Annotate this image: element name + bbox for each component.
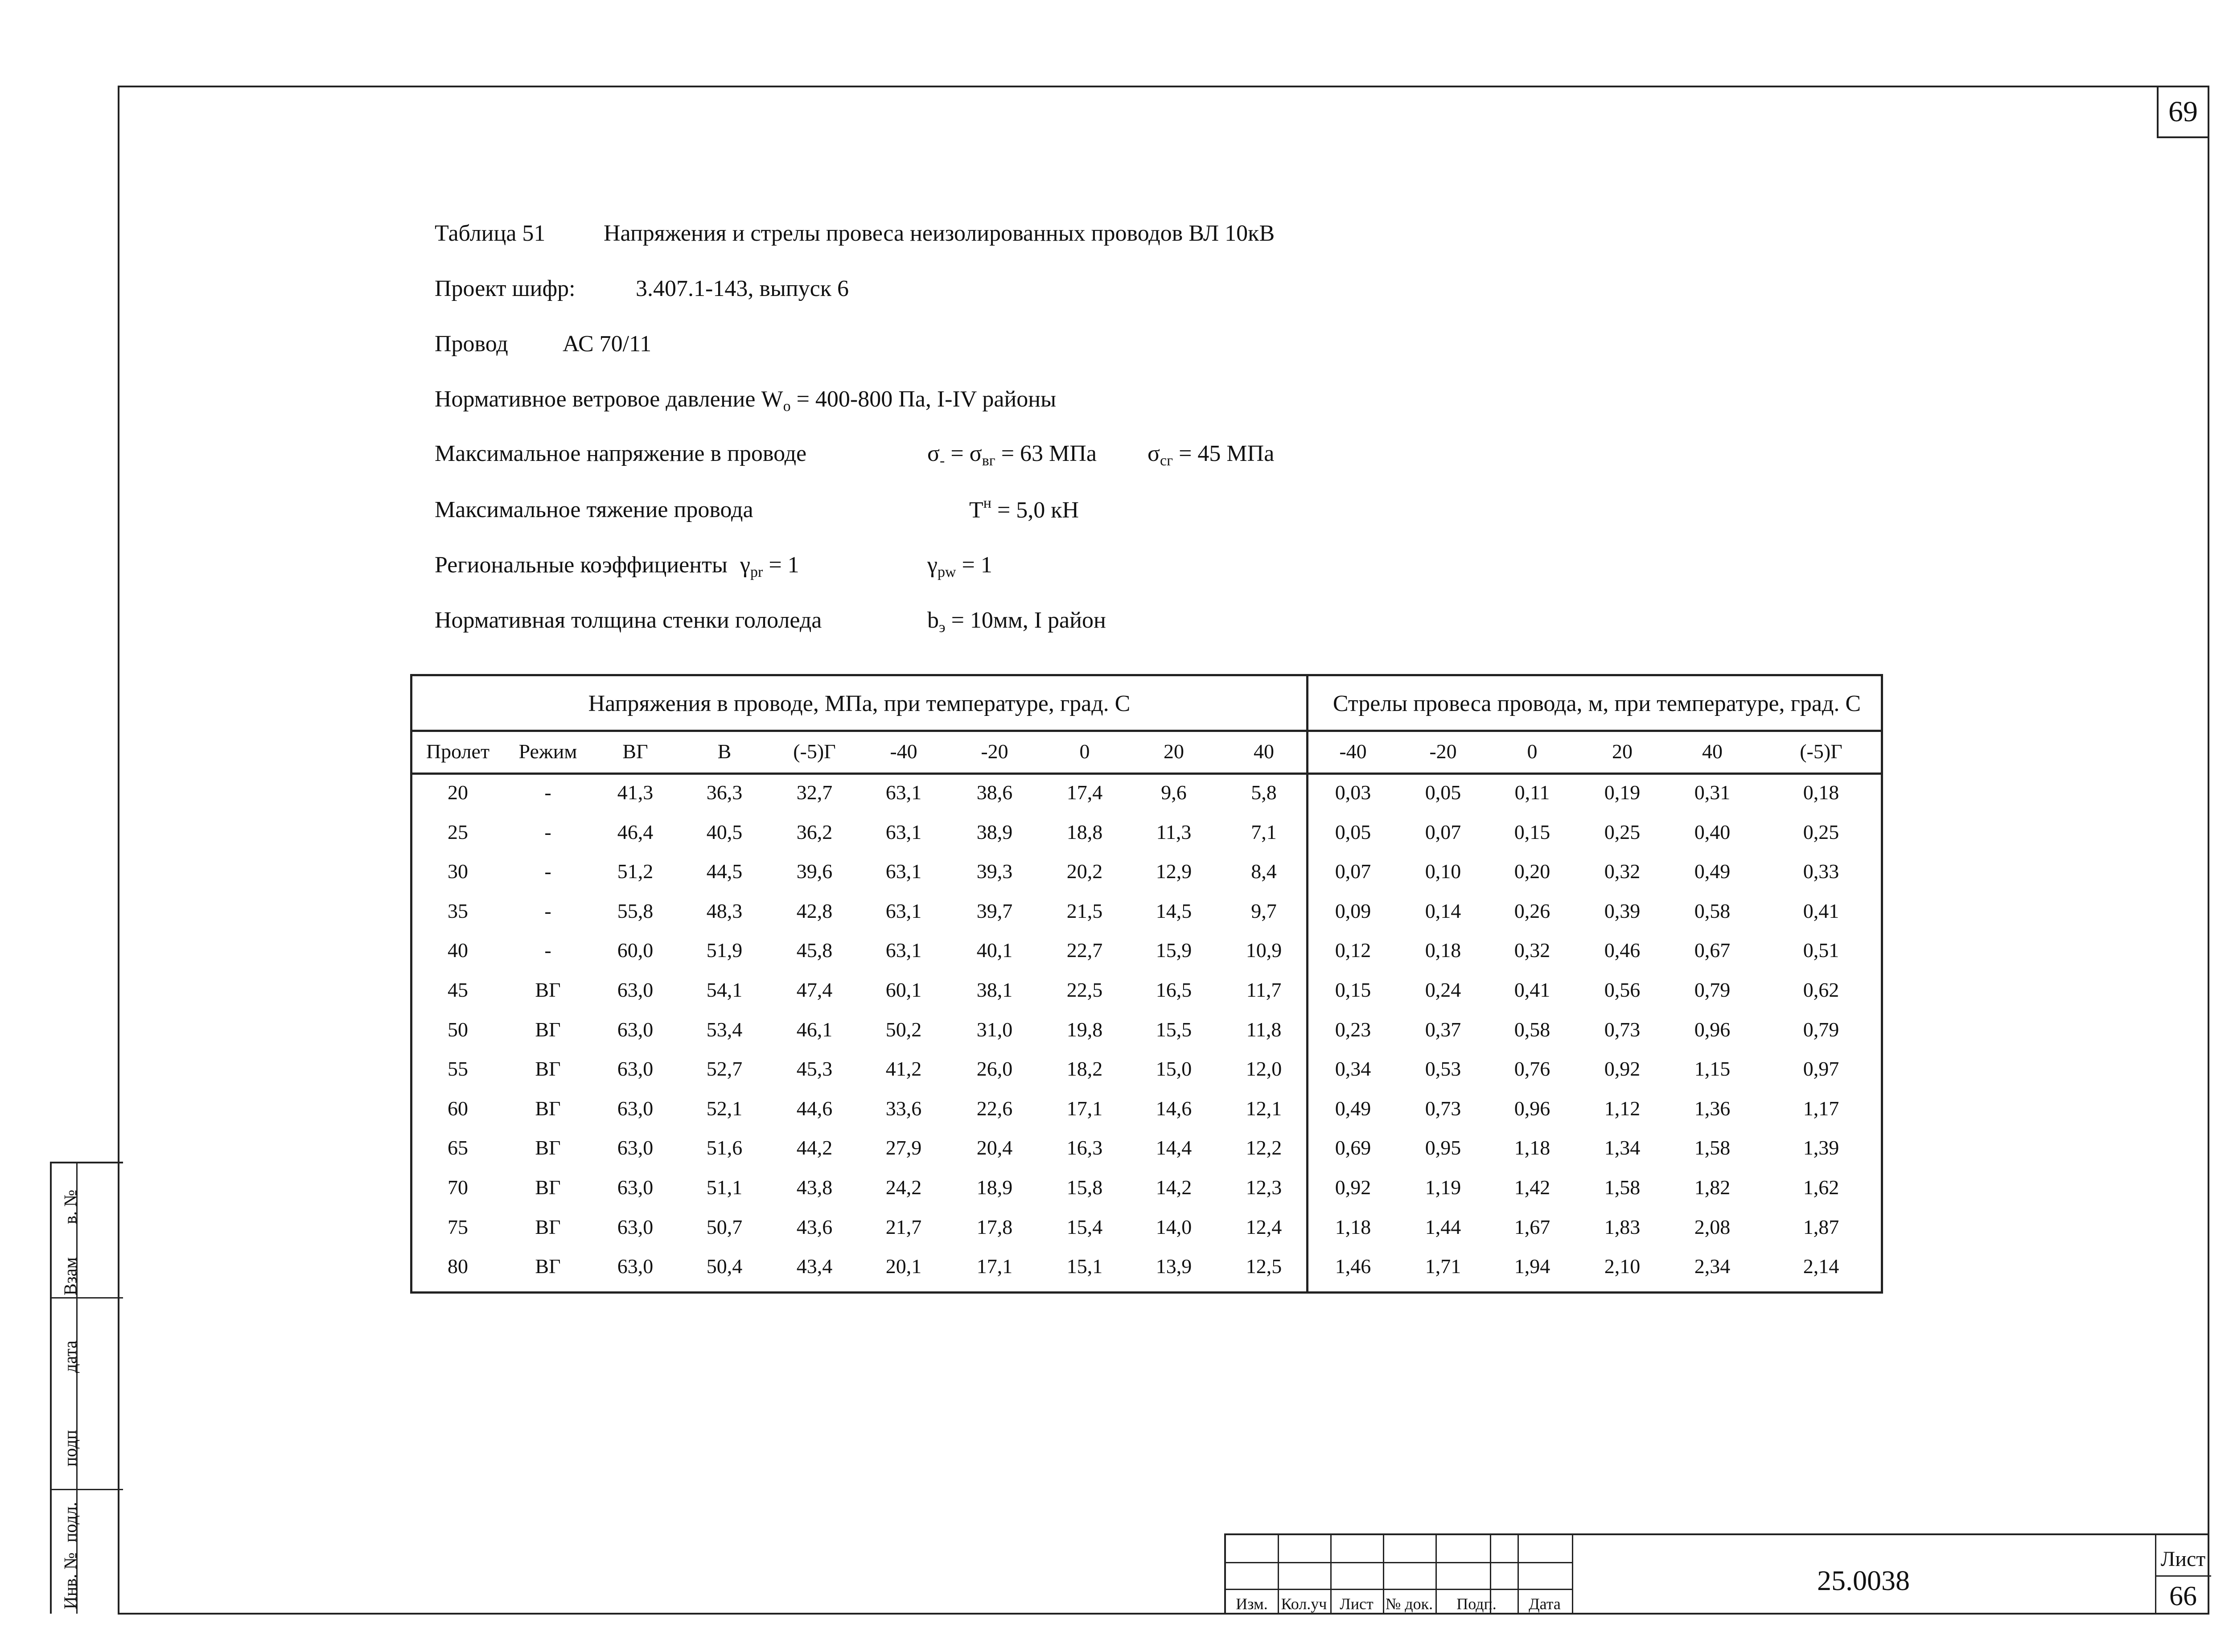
table-cell: 1,58 — [1694, 1136, 1731, 1159]
tb-col-change: Изм. — [1236, 1595, 1268, 1613]
table-cell: 0,96 — [1694, 1018, 1731, 1041]
project-code: 3.407.1-143, выпуск 6 — [636, 276, 849, 301]
table-cell: 48,3 — [706, 900, 743, 922]
table-cell: 12,9 — [1156, 860, 1192, 883]
table-cell: 17,8 — [976, 1216, 1013, 1238]
table-cell: 0,49 — [1335, 1097, 1371, 1120]
table-cell: 1,46 — [1335, 1255, 1371, 1278]
table-cell: 40,5 — [706, 821, 743, 843]
table-cell: 0,69 — [1335, 1136, 1371, 1159]
table-cell: 44,6 — [796, 1097, 833, 1120]
table-cell: 0,41 — [1514, 978, 1550, 1001]
table-cell: 0,95 — [1425, 1136, 1461, 1159]
table-cell: 0,24 — [1425, 978, 1461, 1001]
table-cell: 44,5 — [706, 860, 743, 883]
page-number: 69 — [2157, 86, 2209, 138]
table-cell: 0,92 — [1335, 1176, 1371, 1199]
table-cell: 63,0 — [617, 1097, 654, 1120]
column-header: -20 — [981, 740, 1008, 763]
table-cell: 12,2 — [1246, 1136, 1282, 1159]
table-cell: 63,0 — [617, 1255, 654, 1278]
max-tension-label: Максимальное тяжение провода — [435, 497, 753, 522]
table-cell: 1,87 — [1803, 1216, 1839, 1238]
table-cell: 38,1 — [976, 978, 1013, 1001]
table-cell: 15,4 — [1066, 1216, 1103, 1238]
table-cell: 0,33 — [1803, 860, 1839, 883]
table-cell: 2,10 — [1604, 1255, 1641, 1278]
table-cell: 50 — [448, 1018, 468, 1041]
table-cell: 42,8 — [796, 900, 833, 922]
table-cell: 18,8 — [1066, 821, 1103, 843]
table-cell: 70 — [448, 1176, 468, 1199]
table-cell: 1,42 — [1514, 1176, 1550, 1199]
table-cell: 20,2 — [1066, 860, 1103, 883]
table-cell: 0,73 — [1604, 1018, 1641, 1041]
table-cell: 15,5 — [1156, 1018, 1192, 1041]
table-cell: 1,94 — [1514, 1255, 1550, 1278]
table-cell: 0,79 — [1803, 1018, 1839, 1041]
title-block — [1224, 1533, 2209, 1615]
table-cell: 60,1 — [885, 978, 922, 1001]
column-header: Режим — [518, 740, 577, 763]
table-cell: 40,1 — [976, 939, 1013, 962]
table-cell: ВГ — [535, 1176, 561, 1199]
table-cell: 16,3 — [1066, 1136, 1103, 1159]
table-cell: 0,26 — [1514, 900, 1550, 922]
column-header: -20 — [1429, 740, 1457, 763]
wind-pressure: Нормативное ветровое давление $W_o = 400-800$ Па, I-IV районы — [435, 386, 1057, 415]
stamp-label-date: дата — [60, 1340, 80, 1373]
table-cell: 1,12 — [1604, 1097, 1641, 1120]
table-cell: ВГ — [535, 1216, 561, 1238]
tb-col-docno: № док. — [1385, 1595, 1433, 1613]
table-cell: 51,9 — [706, 939, 743, 962]
project-label: Проект шифр: — [435, 276, 576, 301]
table-cell: 9,7 — [1251, 900, 1277, 922]
table-cell: 36,3 — [706, 781, 743, 804]
sheet-number: 66 — [2169, 1581, 2197, 1611]
table-cell: 0,07 — [1425, 821, 1461, 843]
tb-col-signature: Подп. — [1456, 1595, 1497, 1613]
table-cell: 19,8 — [1066, 1018, 1103, 1041]
table-cell: 80 — [448, 1255, 468, 1278]
table-cell: 22,5 — [1066, 978, 1103, 1001]
column-header: 0 — [1527, 740, 1538, 763]
table-cell: 63,1 — [885, 781, 922, 804]
table-cell: 30 — [448, 860, 468, 883]
table-cell: 0,53 — [1425, 1057, 1461, 1080]
table-cell: 0,49 — [1694, 860, 1731, 883]
table-cell: 22,6 — [976, 1097, 1013, 1120]
table-cell: 0,92 — [1604, 1057, 1641, 1080]
table-cell: 20,4 — [976, 1136, 1013, 1159]
table-cell: - — [544, 939, 551, 962]
table-cell: 18,9 — [976, 1176, 1013, 1199]
table-header-divider — [412, 773, 1881, 775]
tb-col-qty: Кол.уч — [1281, 1595, 1327, 1613]
table-cell: 0,25 — [1604, 821, 1641, 843]
table-cell: 1,18 — [1335, 1216, 1371, 1238]
table-cell: 2,14 — [1803, 1255, 1839, 1278]
table-cell: 15,1 — [1066, 1255, 1103, 1278]
table-cell: 20 — [448, 781, 468, 804]
table-cell: 0,09 — [1335, 900, 1371, 922]
table-cell: 63,0 — [617, 1136, 654, 1159]
table-cell: 0,18 — [1425, 939, 1461, 962]
table-cell: 0,96 — [1514, 1097, 1550, 1120]
table-cell: 45 — [448, 978, 468, 1001]
column-header: 0 — [1079, 740, 1090, 763]
table-cell: 1,34 — [1604, 1136, 1641, 1159]
table-cell: 63,0 — [617, 978, 654, 1001]
table-cell: 0,32 — [1514, 939, 1550, 962]
max-stress-label: Максимальное напряжение в проводе — [435, 441, 807, 466]
table-cell: 24,2 — [885, 1176, 922, 1199]
column-header: 20 — [1612, 740, 1633, 763]
table-cell: 9,6 — [1161, 781, 1187, 804]
table-cell: 38,6 — [976, 781, 1013, 804]
table-cell: 0,07 — [1335, 860, 1371, 883]
table-cell: 20,1 — [885, 1255, 922, 1278]
table-cell: 0,23 — [1335, 1018, 1371, 1041]
table-cell: 0,11 — [1514, 781, 1550, 804]
table-cell: 14,4 — [1156, 1136, 1192, 1159]
table-cell: 35 — [448, 900, 468, 922]
table-cell: 1,18 — [1514, 1136, 1550, 1159]
table-cell: 0,20 — [1514, 860, 1550, 883]
table-cell: 31,0 — [976, 1018, 1013, 1041]
table-cell: 0,18 — [1803, 781, 1839, 804]
stamp-label-inventory: Инв. № — [60, 1552, 80, 1609]
table-cell: 2,34 — [1694, 1255, 1731, 1278]
table-cell: 15,9 — [1156, 939, 1192, 962]
stamp-label-instead: Взам — [60, 1257, 80, 1295]
table-cell: 14,6 — [1156, 1097, 1192, 1120]
table-cell: 60 — [448, 1097, 468, 1120]
column-header: 40 — [1254, 740, 1274, 763]
table-cell: 11,3 — [1156, 821, 1192, 843]
table-cell: 5,8 — [1251, 781, 1277, 804]
table-cell: 17,1 — [976, 1255, 1013, 1278]
table-cell: 63,1 — [885, 821, 922, 843]
table-cell: - — [544, 781, 551, 804]
wire-value: АС 70/11 — [563, 331, 652, 357]
table-cell: 50,2 — [885, 1018, 922, 1041]
table-cell: 13,9 — [1156, 1255, 1192, 1278]
table-cell: 12,0 — [1246, 1057, 1282, 1080]
column-header: 20 — [1164, 740, 1184, 763]
table-cell: 32,7 — [796, 781, 833, 804]
table-cell: 1,17 — [1803, 1097, 1839, 1120]
table-cell: 11,8 — [1246, 1018, 1282, 1041]
table-cell: 63,1 — [885, 900, 922, 922]
table-cell: 54,1 — [706, 978, 743, 1001]
group-header-stress: Напряжения в проводе, МПа, при температуре, град. С — [588, 691, 1131, 716]
table-cell: 38,9 — [976, 821, 1013, 843]
table-cell: 12,4 — [1246, 1216, 1282, 1238]
table-cell: 50,7 — [706, 1216, 743, 1238]
table-cell: 14,0 — [1156, 1216, 1192, 1238]
max-stress-ice-value: $\sigma_{сг} = 45$ МПа — [1147, 441, 1275, 469]
table-cell: 0,40 — [1694, 821, 1731, 843]
table-cell: 39,3 — [976, 860, 1013, 883]
table-cell: 63,0 — [617, 1018, 654, 1041]
table-cell: 17,4 — [1066, 781, 1103, 804]
table-cell: 0,46 — [1604, 939, 1641, 962]
stamp-label-signature: подп — [60, 1430, 80, 1467]
table-cell: 63,1 — [885, 939, 922, 962]
table-cell: 0,37 — [1425, 1018, 1461, 1041]
table-cell: 0,15 — [1335, 978, 1371, 1001]
table-cell: 1,15 — [1694, 1057, 1731, 1080]
stress-sag-table — [410, 674, 1883, 1294]
table-cell: 2,08 — [1694, 1216, 1731, 1238]
table-cell: ВГ — [535, 1097, 561, 1120]
table-cell: 45,3 — [796, 1057, 833, 1080]
table-cell: 0,51 — [1803, 939, 1839, 962]
table-cell: 63,0 — [617, 1057, 654, 1080]
table-cell: 43,8 — [796, 1176, 833, 1199]
table-cell: 0,41 — [1803, 900, 1839, 922]
table-cell: 1,58 — [1604, 1176, 1641, 1199]
table-cell: 51,6 — [706, 1136, 743, 1159]
table-cell: - — [544, 821, 551, 843]
table-cell: 53,4 — [706, 1018, 743, 1041]
table-cell: 14,2 — [1156, 1176, 1192, 1199]
table-cell: 33,6 — [885, 1097, 922, 1120]
table-cell: 1,44 — [1425, 1216, 1461, 1238]
table-cell: 26,0 — [976, 1057, 1013, 1080]
table-cell: 0,62 — [1803, 978, 1839, 1001]
table-cell: 44,2 — [796, 1136, 833, 1159]
table-cell: 1,82 — [1694, 1176, 1731, 1199]
table-cell: ВГ — [535, 1136, 561, 1159]
table-cell: 0,67 — [1694, 939, 1731, 962]
table-cell: 1,83 — [1604, 1216, 1641, 1238]
table-cell: 65 — [448, 1136, 468, 1159]
table-cell: 45,8 — [796, 939, 833, 962]
table-cell: 39,6 — [796, 860, 833, 883]
table-cell: 0,12 — [1335, 939, 1371, 962]
table-cell: 7,1 — [1251, 821, 1277, 843]
table-cell: 1,62 — [1803, 1176, 1839, 1199]
table-cell: 12,3 — [1246, 1176, 1282, 1199]
tb-col-sheet: Лист — [1340, 1595, 1374, 1613]
table-cell: - — [544, 900, 551, 922]
table-cell: ВГ — [535, 1018, 561, 1041]
table-cell: 52,7 — [706, 1057, 743, 1080]
table-cell: 0,58 — [1514, 1018, 1550, 1041]
table-cell: ВГ — [535, 978, 561, 1001]
column-header: ВГ — [622, 740, 648, 763]
table-cell: 0,14 — [1425, 900, 1461, 922]
stamp-label-replaced-doc: в. № — [60, 1189, 80, 1224]
tb-col-date: Дата — [1529, 1595, 1561, 1613]
table-cell: 11,7 — [1246, 978, 1282, 1001]
table-cell: 1,67 — [1514, 1216, 1550, 1238]
table-cell: 40 — [448, 939, 468, 962]
table-cell: 0,31 — [1694, 781, 1731, 804]
column-header: 40 — [1702, 740, 1723, 763]
table-cell: 47,4 — [796, 978, 833, 1001]
table-cell: 63,1 — [885, 860, 922, 883]
table-title: Напряжения и стрелы провеса неизолированных проводов ВЛ 10кВ — [604, 221, 1275, 246]
table-cell: 0,56 — [1604, 978, 1641, 1001]
table-cell: 1,19 — [1425, 1176, 1461, 1199]
table-cell: 15,8 — [1066, 1176, 1103, 1199]
table-cell: 75 — [448, 1216, 468, 1238]
table-cell: 0,15 — [1514, 821, 1550, 843]
sheet-label: Лист — [2160, 1547, 2206, 1571]
regional-pw: $\gamma_{pw} = 1$ — [927, 552, 992, 580]
ice-value: $b_э = 10мм$, I район — [927, 608, 1106, 636]
table-cell: 50,4 — [706, 1255, 743, 1278]
table-cell: 36,2 — [796, 821, 833, 843]
table-cell: 0,79 — [1694, 978, 1731, 1001]
group-header-sag: Стрелы провеса провода, м, при температуре, град. С — [1332, 691, 1861, 716]
table-cell: 27,9 — [885, 1136, 922, 1159]
table-cell: 17,1 — [1066, 1097, 1103, 1120]
max-tension-value: $T^н = 5,0$ кН — [969, 495, 1079, 523]
table-cell: 12,1 — [1246, 1097, 1282, 1120]
table-cell: 15,0 — [1156, 1057, 1192, 1080]
table-cell: 43,6 — [796, 1216, 833, 1238]
max-stress-value: $\sigma_- = \sigma_{вг} = 63$ МПа — [927, 441, 1097, 469]
table-cell: 0,03 — [1335, 781, 1371, 804]
table-cell: 0,73 — [1425, 1097, 1461, 1120]
table-cell: 0,39 — [1604, 900, 1641, 922]
table-cell: 0,19 — [1604, 781, 1641, 804]
table-cell: ВГ — [535, 1057, 561, 1080]
column-header: -40 — [1339, 740, 1367, 763]
column-header: -40 — [890, 740, 917, 763]
table-cell: 0,25 — [1803, 821, 1839, 843]
table-cell: 18,2 — [1066, 1057, 1103, 1080]
table-cell: 0,76 — [1514, 1057, 1550, 1080]
table-group-divider — [412, 730, 1881, 732]
table-cell: 43,4 — [796, 1255, 833, 1278]
table-section-divider — [1306, 676, 1308, 1291]
table-cell: 63,0 — [617, 1216, 654, 1238]
table-cell: 51,2 — [617, 860, 654, 883]
regional-pr: $\gamma_{pr} = 1$ — [740, 552, 799, 580]
table-cell: 1,39 — [1803, 1136, 1839, 1159]
table-cell: 60,0 — [617, 939, 654, 962]
table-cell: 0,05 — [1335, 821, 1371, 843]
table-cell: 55,8 — [617, 900, 654, 922]
column-header: В — [717, 740, 732, 763]
doc-number: 25.0038 — [1817, 1565, 1910, 1596]
table-cell: 46,4 — [617, 821, 654, 843]
column-header: (-5)Г — [793, 740, 836, 763]
table-cell: 0,10 — [1425, 860, 1461, 883]
table-cell: 0,34 — [1335, 1057, 1371, 1080]
table-label: Таблица 51 — [435, 221, 546, 246]
table-cell: 63,0 — [617, 1176, 654, 1199]
table-cell: 21,7 — [885, 1216, 922, 1238]
ice-label: Нормативная толщина стенки гололеда — [435, 608, 822, 633]
table-cell: 41,3 — [617, 781, 654, 804]
table-cell: 25 — [448, 821, 468, 843]
table-cell: ВГ — [535, 1255, 561, 1278]
column-header: Пролет — [426, 740, 490, 763]
table-cell: - — [544, 860, 551, 883]
table-cell: 0,58 — [1694, 900, 1731, 922]
margin-stamp — [50, 1162, 123, 1614]
table-cell: 0,97 — [1803, 1057, 1839, 1080]
table-cell: 55 — [448, 1057, 468, 1080]
wire-label: Провод — [435, 331, 508, 357]
table-cell: 51,1 — [706, 1176, 743, 1199]
table-cell: 21,5 — [1066, 900, 1103, 922]
table-cell: 16,5 — [1156, 978, 1192, 1001]
table-cell: 52,1 — [706, 1097, 743, 1120]
regional-label: Региональные коэффициенты — [435, 552, 728, 578]
table-cell: 12,5 — [1246, 1255, 1282, 1278]
table-cell: 39,7 — [976, 900, 1013, 922]
table-cell: 22,7 — [1066, 939, 1103, 962]
table-cell: 41,2 — [885, 1057, 922, 1080]
table-cell: 14,5 — [1156, 900, 1192, 922]
table-cell: 0,32 — [1604, 860, 1641, 883]
table-cell: 8,4 — [1251, 860, 1277, 883]
table-cell: 10,9 — [1246, 939, 1282, 962]
table-cell: 46,1 — [796, 1018, 833, 1041]
column-header: (-5)Г — [1800, 740, 1842, 763]
table-cell: 0,05 — [1425, 781, 1461, 804]
stamp-label-original: подл. — [60, 1502, 80, 1542]
table-cell: 1,71 — [1425, 1255, 1461, 1278]
table-cell: 1,36 — [1694, 1097, 1731, 1120]
